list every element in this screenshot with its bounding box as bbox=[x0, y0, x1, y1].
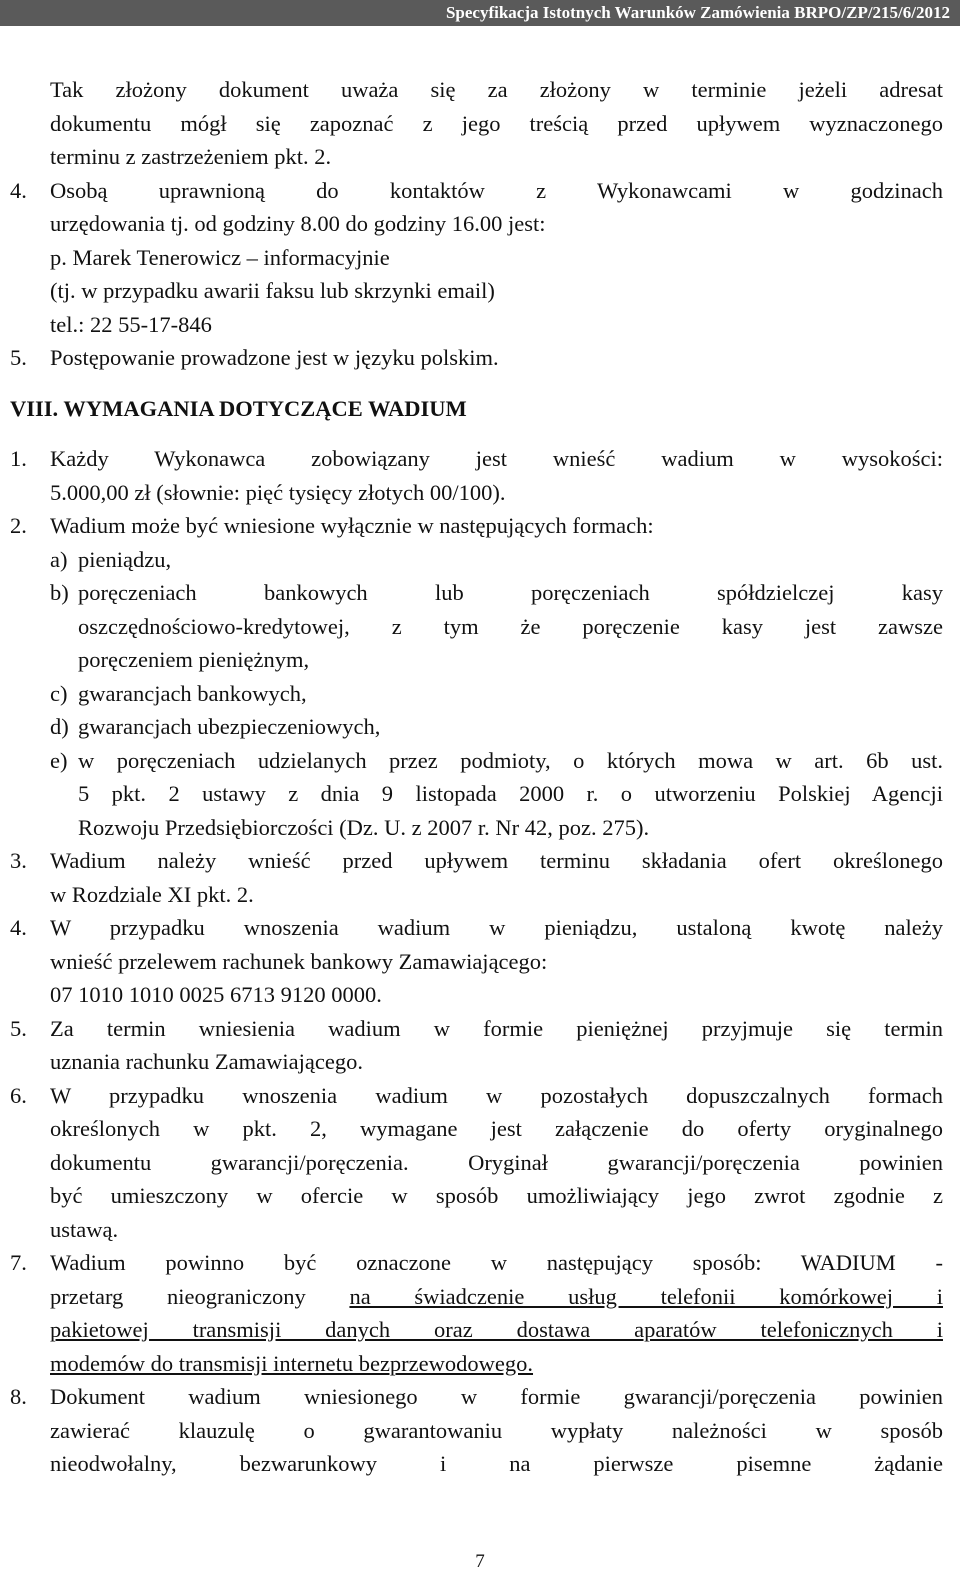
text-line: 5 pkt. 2 ustawy z dnia 9 listopada 2000 r. o utworzeniu Polskiej Agencji bbox=[78, 781, 943, 806]
item-number: 5. bbox=[10, 345, 27, 370]
text-line: wnieść przelewem rachunek bankowy Zamawiającego: bbox=[50, 948, 548, 974]
text-line: Rozwoju Przedsiębiorczości (Dz. U. z 2007 r. Nr 42, poz. 275). bbox=[78, 814, 650, 840]
list-item: 5. Postępowanie prowadzone jest w języku polskim. bbox=[0, 341, 960, 375]
list-item: 4. Osobą uprawnioną do kontaktów z Wykonawcami w godzinach bbox=[0, 174, 960, 208]
text-line: terminu z zastrzeżeniem pkt. 2. bbox=[50, 144, 332, 169]
text-line: nieodwołalny, bezwarunkowy i na pierwsze pisemne żądanie bbox=[50, 1451, 943, 1476]
document-body bbox=[0, 73, 960, 1481]
item-number: 2. bbox=[10, 513, 27, 538]
text-line: być umieszczony w ofercie w sposób umożliwiający jego zwrot zgodnie z bbox=[50, 1183, 943, 1208]
item-number: 4. bbox=[10, 915, 27, 940]
item-number: 8. bbox=[10, 1384, 27, 1409]
bank-account: 07 1010 1010 0025 6713 9120 0000. bbox=[50, 982, 382, 1007]
sub-item: e) w poręczeniach udzielanych przez podmioty, o których mowa w art. 6b ust. bbox=[50, 747, 943, 773]
text-line: zawierać klauzulę o gwarantowaniu wypłaty należności w sposób bbox=[50, 1417, 943, 1443]
text-line: Tak złożony dokument uważa się za złożony w terminie jeżeli adresat bbox=[50, 77, 943, 102]
item-number: 6. bbox=[10, 1082, 27, 1108]
list-item: 8. Dokument wadium wniesionego w formie gwarancji/poręczenia powinien bbox=[0, 1380, 960, 1414]
page-header bbox=[0, 0, 960, 26]
sub-item: c) gwarancjach bankowych, bbox=[50, 680, 307, 706]
list-item: 1. Każdy Wykonawca zobowiązany jest wnieść wadium w wysokości: bbox=[0, 442, 960, 476]
list-item: 6. W przypadku wnoszenia wadium w pozostałych dopuszczalnych formach bbox=[0, 1079, 960, 1113]
section-heading: VIII. WYMAGANIA DOTYCZĄCE WADIUM bbox=[10, 395, 467, 421]
page-number: 7 bbox=[475, 1551, 485, 1572]
sub-item: a) pieniądzu, bbox=[50, 546, 172, 572]
text-line: ustawą. bbox=[50, 1216, 119, 1242]
sub-item: b) poręczeniach bankowych lub poręczeniach spółdzielczej kasy bbox=[50, 580, 943, 605]
item-number: 4. bbox=[10, 177, 27, 203]
text-line: (tj. w przypadku awarii faksu lub skrzynki email) bbox=[50, 278, 495, 303]
text-line: 5.000,00 zł (słownie: pięć tysięcy złotych 00/100). bbox=[50, 479, 506, 505]
item-number: 7. bbox=[10, 1250, 27, 1275]
text-line bbox=[0, 1347, 960, 1381]
underlined-text: na świadczenie usług telefonii komórkowej i bbox=[349, 1283, 943, 1309]
contact-phone: tel.: 22 55-17-846 bbox=[50, 311, 212, 337]
text-line: w Rozdziale XI pkt. 2. bbox=[50, 881, 254, 907]
list-item: 3. Wadium należy wnieść przed upływem terminu składania ofert określonego bbox=[0, 844, 960, 878]
text-line: p. Marek Tenerowicz – informacyjnie bbox=[50, 244, 390, 270]
text-line: uznania rachunku Zamawiającego. bbox=[50, 1049, 363, 1074]
text-line: przetarg nieograniczony na świadczenie usług telefonii komórkowej i bbox=[50, 1283, 943, 1309]
list-item: 4. W przypadku wnoszenia wadium w pieniądzu, ustaloną kwotę należy bbox=[0, 911, 960, 945]
list-item: 7. Wadium powinno być oznaczone w następujący sposób: WADIUM - bbox=[0, 1246, 960, 1280]
text-line: poręczeniem pieniężnym, bbox=[78, 647, 310, 672]
item-number: 1. bbox=[10, 446, 27, 471]
header-title: Specyfikacja Istotnych Warunków Zamówienia BRPO/ZP/215/6/2012 bbox=[445, 3, 950, 22]
text-line: dokumentu gwarancji/poręczenia. Oryginał gwarancji/poręczenia powinien bbox=[50, 1149, 943, 1175]
text-line: urzędowania tj. od godziny 8.00 do godziny 16.00 jest: bbox=[50, 211, 546, 236]
text-line bbox=[0, 1313, 960, 1347]
item-number: 5. bbox=[10, 1015, 27, 1041]
text-line: określonych w pkt. 2, wymagane jest załączenie do oferty oryginalnego bbox=[50, 1116, 943, 1141]
list-item: 5. Za termin wniesienia wadium w formie pieniężnej przyjmuje się termin bbox=[0, 1012, 960, 1046]
item-number: 3. bbox=[10, 848, 27, 873]
text-line: oszczędnościowo-kredytowej, z tym że poręczenie kasy jest zawsze bbox=[78, 613, 943, 639]
list-item: 2. Wadium może być wniesione wyłącznie w następujących formach: bbox=[0, 509, 960, 543]
underlined-text: modemów do transmisji internetu bezprzewodowego. bbox=[50, 1350, 534, 1376]
text-line: dokumentu mógł się zapoznać z jego treścią przed upływem wyznaczonego bbox=[50, 110, 943, 136]
underlined-text: pakietowej transmisji danych oraz dostawa aparatów telefonicznych i bbox=[50, 1317, 943, 1342]
sub-item: d) gwarancjach ubezpieczeniowych, bbox=[50, 714, 381, 739]
